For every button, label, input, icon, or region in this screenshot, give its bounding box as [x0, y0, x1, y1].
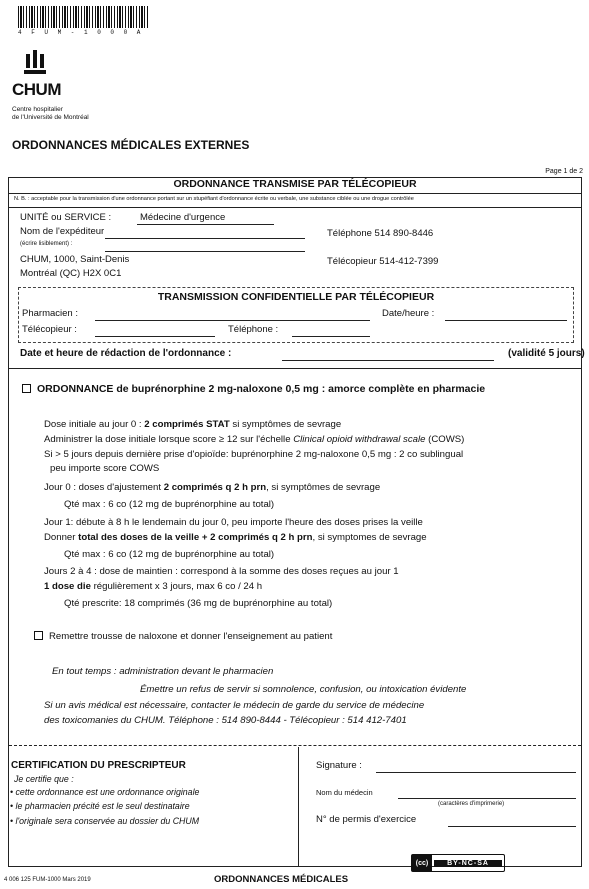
divider [9, 745, 581, 746]
address-line-1: CHUM, 1000, Saint-Denis [20, 254, 130, 265]
text: Donner [44, 532, 79, 543]
chum-logo-icon [24, 50, 46, 74]
note-admin: En tout temps : administration devant le pharmacien [52, 666, 274, 677]
text: , si symptômes de sevrage [266, 482, 381, 493]
sender-label: Nom de l'expéditeur [20, 226, 105, 237]
line-max-day0: Qté max : 6 co (12 mg de buprénorphine au total) [64, 499, 275, 510]
sender-line[interactable] [105, 238, 305, 239]
signature-line[interactable] [376, 772, 576, 773]
line-regardless: peu importe score COWS [50, 463, 160, 474]
fax-note: N. B. : acceptable pour la transmission d'une ordonnance portant sur un stupéfiant d'ordonnance écrite ou verbale, une substance ciblée ou une drogue contrôlée [14, 196, 414, 202]
divider [9, 193, 581, 194]
text: régulièrement x 3 jours, max 6 co / 24 h [90, 581, 263, 592]
validity-label: (validité 5 jours) [508, 348, 585, 359]
prescription-heading [22, 383, 485, 395]
line-give-total [44, 532, 427, 544]
note-advice: Si un avis médical est nécessaire, contacter le médecin de garde du service de médecine [44, 700, 425, 711]
text-bold: total des doses de la veille + 2 comprimés q 2 h prn [78, 532, 313, 543]
pharmacy-fax-line[interactable] [95, 336, 215, 337]
permit-label: N° de permis d'exercice [316, 814, 417, 825]
creative-commons-icon: (cc) [412, 855, 432, 871]
naloxone-line [34, 631, 332, 643]
permit-line[interactable] [448, 826, 576, 827]
text: si symptômes de sevrage [229, 419, 342, 430]
redaction-line[interactable] [282, 360, 494, 361]
text-bold: 2 comprimés q 2 h prn [163, 482, 267, 493]
text-italic: Clinical opioid withdrawal scale [293, 434, 426, 445]
logo-subtitle: Centre hospitalier de l'Université de Montréal [12, 106, 89, 121]
pharmacist-label: Pharmacien : [22, 308, 78, 319]
text: Dose initiale au jour 0 : [44, 419, 145, 430]
text-bold: 2 comprimés STAT [144, 419, 230, 430]
line-days-2-4: Jours 2 à 4 : dose de maintien : correspond à la somme des doses reçues au jour 1 [44, 566, 399, 577]
prescription-heading-text: ORDONNANCE de buprénorphine 2 mg-naloxone 0,5 mg : amorce complète en pharmacie [37, 383, 486, 395]
signature-label: Signature : [316, 760, 362, 771]
sender-hint: (écrire lisiblement) : [20, 241, 73, 247]
naloxone-text: Remettre trousse de naloxone et donner l'enseignement au patient [49, 631, 333, 642]
line-5-days: Si > 5 jours depuis dernière prise d'opioïde: buprénorphine 2 mg-naloxone 0,5 mg : 2 co sublingual [44, 449, 464, 460]
datetime-line[interactable] [445, 320, 567, 321]
datetime-label: Date/heure : [382, 308, 435, 319]
cert-title: CERTIFICATION DU PRESCRIPTEUR [11, 760, 186, 771]
pharmacy-fax-label: Télécopieur : [22, 324, 77, 335]
page-number: Page 1 de 2 [545, 168, 583, 175]
unit-value[interactable]: Médecine d'urgence [140, 212, 226, 223]
line-qty-prescribed: Qté prescrite: 18 comprimés (36 mg de buprénorphine au total) [64, 598, 333, 609]
divider [9, 368, 581, 369]
text: , si symptomes de sevrage [312, 532, 427, 543]
license-text: BY-NC-SA [434, 860, 502, 867]
unit-line [137, 224, 274, 225]
print-hint: (caractères d'imprimerie) [438, 801, 505, 807]
unit-label: UNITÉ ou SERVICE : [20, 212, 112, 223]
sender-line-2[interactable] [105, 251, 305, 252]
cert-divider [298, 747, 299, 866]
cert-bullet-2: • le pharmacien précité est le seul destinataire [10, 801, 190, 811]
line-max-day1: Qté max : 6 co (12 mg de buprénorphine au total) [64, 549, 275, 560]
redaction-label: Date et heure de rédaction de l'ordonnance : [20, 348, 232, 359]
barcode [18, 6, 148, 28]
footer-title: ORDONNANCES MÉDICALES [214, 874, 349, 885]
line-day1: Jour 1: débute à 8 h le lendemain du jour 0, peu importe l'heure des doses prises la veille [44, 517, 423, 528]
confidential-title: TRANSMISSION CONFIDENTIELLE PAR TÉLÉCOPIEUR [157, 291, 435, 303]
line-once-daily [44, 581, 262, 593]
text: Jour 0 : doses d'ajustement [44, 482, 164, 493]
note-contact: des toxicomanies du CHUM. Téléphone : 514 890-8444 - Télécopieur : 514 412-7401 [44, 715, 407, 726]
logo-name: CHUM [12, 80, 61, 99]
sender-fax: Télécopieur 514-412-7399 [327, 256, 439, 267]
address-line-2: Montréal (QC) H2X 0C1 [20, 268, 122, 279]
divider [9, 207, 581, 208]
fax-title: ORDONNANCE TRANSMISE PAR TÉLÉCOPIEUR [173, 178, 417, 190]
pharmacist-line[interactable] [95, 320, 370, 321]
doctor-label: Nom du médecin [316, 788, 373, 797]
cert-bullet-3: • l'originale sera conservée au dossier du CHUM [10, 816, 200, 826]
naloxone-checkbox[interactable] [34, 631, 43, 640]
text: (COWS) [425, 434, 465, 445]
line-cows [44, 434, 464, 446]
text-bold: 1 dose die [44, 581, 91, 592]
text: Administrer la dose initiale lorsque score ≥ 12 sur l'échelle [44, 434, 294, 445]
line-day0 [44, 482, 380, 494]
pharmacy-phone-label: Téléphone : [228, 324, 279, 335]
line-initial-dose [44, 419, 341, 431]
note-refusal: Émettre un refus de servir si somnolence, confusion, ou intoxication évidente [140, 684, 467, 695]
license-badge [411, 854, 505, 872]
cert-bullet-1: • cette ordonnance est une ordonnance originale [10, 787, 200, 797]
footer-code: 4 006 125 FUM-1000 Mars 2019 [4, 877, 91, 883]
cert-intro: Je certifie que : [14, 774, 74, 784]
sender-phone: Téléphone 514 890-8446 [327, 228, 434, 239]
prescription-checkbox[interactable] [22, 384, 31, 393]
doctor-line[interactable] [398, 798, 576, 799]
document-title: ORDONNANCES MÉDICALES EXTERNES [12, 138, 250, 152]
pharmacy-phone-line[interactable] [292, 336, 370, 337]
barcode-text: 4 F U M - 1 0 0 0 A [18, 29, 144, 36]
